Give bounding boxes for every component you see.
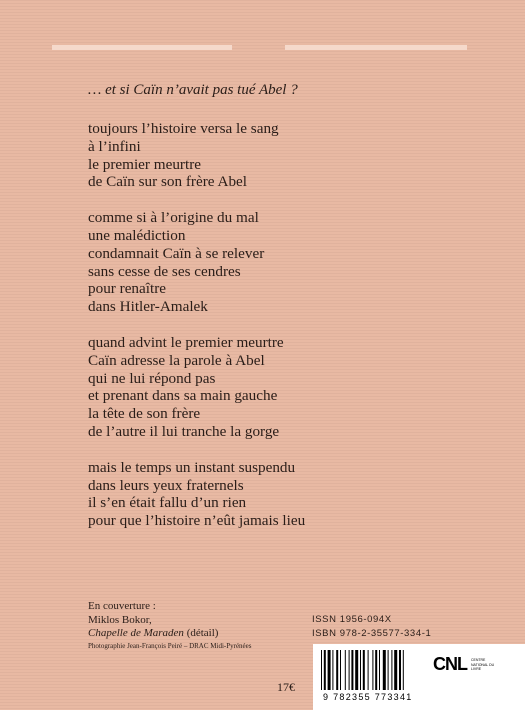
poem-line: il s’en était fallu d’un rien: [88, 494, 247, 512]
barcode-panel: [313, 644, 525, 710]
decorative-bar-left: [52, 45, 232, 50]
credits-work-detail: (détail): [183, 627, 219, 639]
poem-line: condamnait Caïn à se relever: [88, 244, 265, 262]
decorative-bar-right: [285, 45, 467, 50]
poem-line: à l’infini: [88, 137, 141, 155]
price: 17€: [277, 680, 295, 694]
poem-line: dans leurs yeux fraternels: [88, 476, 244, 494]
poem-line: le premier meurtre: [88, 155, 202, 173]
stanza: [88, 459, 488, 530]
poem-line: de Caïn sur son frère Abel: [88, 173, 248, 191]
poem-line: qui ne lui répond pas: [88, 369, 216, 387]
stanza: [88, 120, 488, 191]
poem-line: quand advint le premier meurtre: [88, 333, 284, 351]
poem-line: la tête de son frère: [88, 405, 201, 423]
barcode-icon: [319, 650, 427, 692]
cover-credits: [88, 600, 252, 652]
poem-line: pour que l’histoire n’eût jamais lieu: [88, 512, 306, 530]
credits-heading: En couverture :: [88, 600, 156, 612]
stanza: [88, 209, 488, 316]
identifiers: [312, 613, 431, 641]
poem-line: comme si à l’origine du mal: [88, 209, 259, 227]
issn-number: ISSN 1956-094X: [312, 614, 392, 625]
poem: [88, 120, 488, 548]
credits-work-title: Chapelle de Maraden: [88, 627, 184, 639]
poem-line: sans cesse de ses cendres: [88, 262, 241, 280]
credits-artist: Miklos Bokor,: [88, 613, 152, 626]
epigraph: … et si Caïn n’avait pas tué Abel ?: [88, 82, 298, 98]
barcode-digits: 9 782355 773341: [323, 692, 413, 702]
cnl-logo-subtext: CENTRE NATIONAL DU LIVRE: [471, 658, 495, 671]
poem-line: dans Hitler-Amalek: [88, 298, 208, 316]
poem-line: de l’autre il lui tranche la gorge: [88, 422, 280, 440]
stanza: [88, 334, 488, 441]
poem-line: mais le temps un instant suspendu: [88, 458, 296, 476]
poem-line: pour renaître: [88, 280, 167, 298]
poem-line: et prenant dans sa main gauche: [88, 387, 278, 405]
poem-line: Caïn adresse la parole à Abel: [88, 351, 265, 369]
isbn-number: ISBN 978-2-35577-334-1: [312, 628, 432, 639]
poem-line: une malédiction: [88, 226, 186, 244]
poem-line: toujours l’histoire versa le sang: [88, 120, 279, 137]
credits-work: [88, 627, 252, 641]
cnl-logo-text: CNL: [433, 654, 467, 674]
credits-photo: Photographie Jean-François Peiré – DRAC Midi-Pyrénées: [88, 641, 252, 650]
cnl-logo: [433, 654, 495, 675]
